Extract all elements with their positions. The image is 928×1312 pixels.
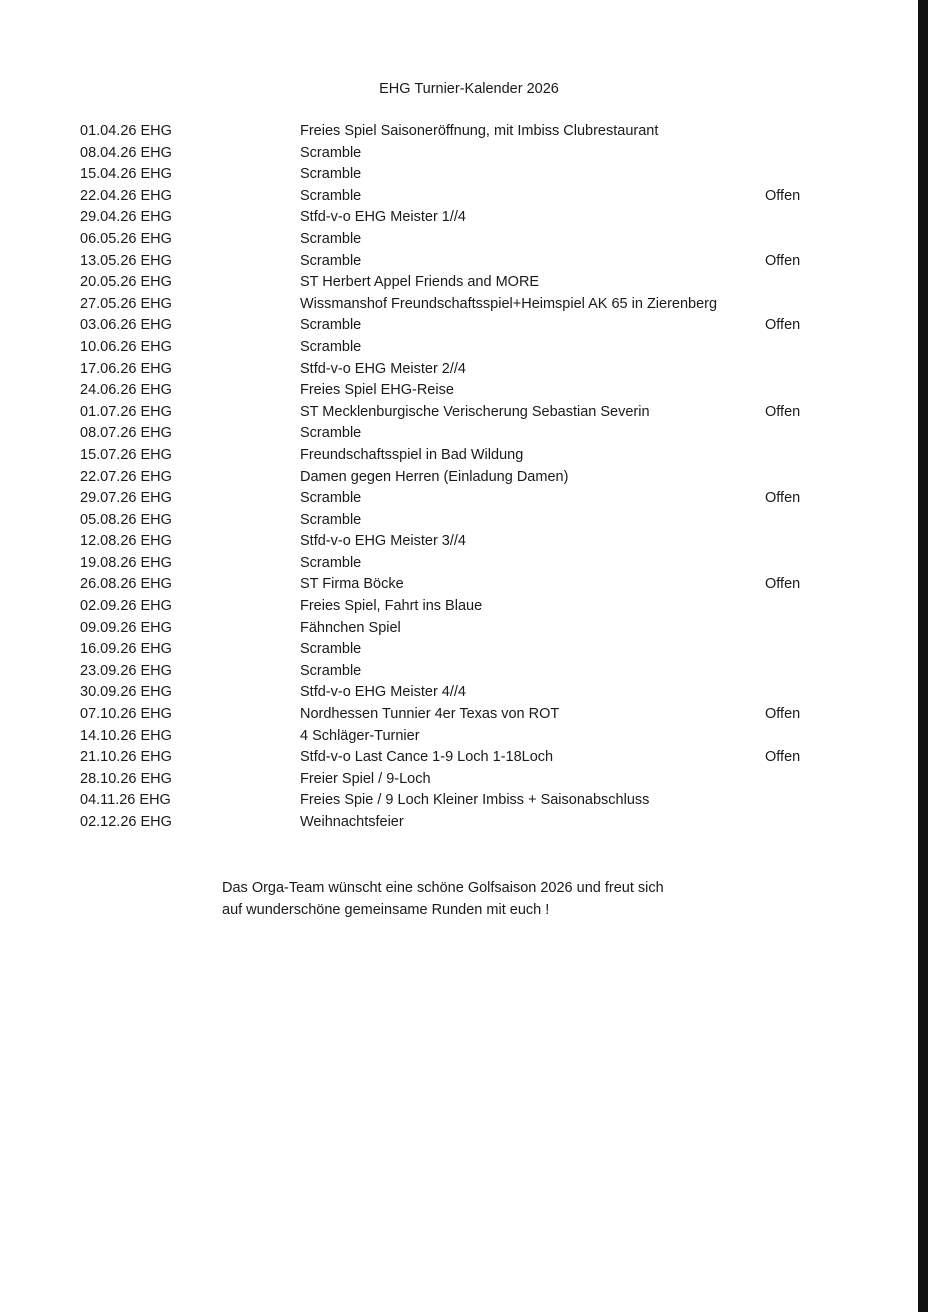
schedule-date: 20.05.26 EHG — [80, 274, 172, 291]
schedule-event: Wissmanshof Freundschaftsspiel+Heimspiel AK 65 in Zierenberg — [300, 295, 718, 312]
schedule-row — [80, 510, 840, 532]
schedule-event: ST Firma Böcke — [300, 576, 404, 593]
schedule-row — [80, 553, 840, 575]
schedule-date: 15.07.26 EHG — [80, 446, 172, 463]
schedule-date: 29.07.26 EHG — [80, 490, 172, 507]
schedule-event: Freies Spiel EHG-Reise — [300, 382, 454, 399]
schedule-date: 07.10.26 EHG — [80, 706, 172, 723]
schedule-event: Freies Spiel Saisoneröffnung, mit Imbiss Clubrestaurant — [300, 123, 659, 139]
schedule-event: Scramble — [300, 490, 362, 507]
schedule-date: 08.07.26 EHG — [80, 425, 172, 442]
schedule-row — [80, 488, 840, 510]
schedule-event: Freier Spiel / 9-Loch — [300, 770, 431, 787]
schedule-row — [80, 359, 840, 381]
schedule-event: Scramble — [300, 511, 362, 528]
schedule-date: 01.04.26 EHG — [80, 123, 172, 139]
schedule-date: 15.04.26 EHG — [80, 166, 172, 183]
schedule-status: Offen — [765, 749, 801, 766]
schedule-date: 29.04.26 EHG — [80, 209, 172, 226]
schedule-status: Offen — [765, 317, 801, 334]
schedule-status: Offen — [765, 187, 801, 204]
schedule-row — [80, 661, 840, 683]
schedule-date: 01.07.26 EHG — [80, 403, 172, 420]
schedule-row — [80, 143, 840, 165]
schedule-event: Scramble — [300, 425, 362, 442]
schedule-row — [80, 294, 840, 316]
closing-line-2: auf wunderschöne gemeinsame Runden mit euch ! — [222, 902, 550, 918]
schedule-event: Scramble — [300, 230, 362, 247]
schedule-row — [80, 229, 840, 251]
schedule-date: 22.04.26 EHG — [80, 187, 172, 204]
schedule-row — [80, 402, 840, 424]
schedule-event: 4 Schläger-Turnier — [300, 727, 420, 744]
tournament-schedule — [80, 121, 840, 834]
schedule-event: Stfd-v-o EHG Meister 1//4 — [300, 209, 466, 226]
schedule-date: 23.09.26 EHG — [80, 662, 172, 679]
schedule-date: 12.08.26 EHG — [80, 533, 172, 550]
schedule-row — [80, 812, 840, 834]
schedule-event: Damen gegen Herren (Einladung Damen) — [300, 468, 569, 485]
closing-message — [222, 877, 664, 921]
schedule-date: 24.06.26 EHG — [80, 382, 172, 399]
schedule-row — [80, 790, 840, 812]
schedule-row — [80, 596, 840, 618]
schedule-row — [80, 164, 840, 186]
schedule-status: Offen — [765, 706, 801, 723]
schedule-date: 03.06.26 EHG — [80, 317, 172, 334]
schedule-row — [80, 121, 840, 143]
schedule-event: Scramble — [300, 554, 362, 571]
schedule-date: 26.08.26 EHG — [80, 576, 172, 593]
closing-line-1: Das Orga-Team wünscht eine schöne Golfsaison 2026 und freut sich — [222, 880, 664, 896]
schedule-row — [80, 380, 840, 402]
schedule-event: Scramble — [300, 144, 362, 161]
schedule-event: ST Mecklenburgische Verischerung Sebastian Severin — [300, 403, 650, 420]
schedule-status: Offen — [765, 576, 801, 593]
schedule-date: 16.09.26 EHG — [80, 641, 172, 658]
schedule-event: Stfd-v-o EHG Meister 2//4 — [300, 360, 466, 377]
schedule-event: Fähnchen Spiel — [300, 619, 401, 636]
schedule-date: 02.12.26 EHG — [80, 814, 172, 830]
schedule-row — [80, 445, 840, 467]
schedule-date: 10.06.26 EHG — [80, 338, 172, 355]
schedule-event: Freies Spiel, Fahrt ins Blaue — [300, 598, 483, 615]
schedule-date: 08.04.26 EHG — [80, 144, 172, 161]
schedule-event: Stfd-v-o Last Cance 1-9 Loch 1-18Loch — [300, 749, 554, 766]
schedule-status: Offen — [765, 252, 801, 269]
schedule-status: Offen — [765, 490, 801, 507]
schedule-event: Nordhessen Tunnier 4er Texas von ROT — [300, 706, 560, 723]
schedule-event: Scramble — [300, 252, 362, 269]
schedule-event: Scramble — [300, 317, 362, 334]
schedule-event: Scramble — [300, 187, 362, 204]
document-title: EHG Turnier-Kalender 2026 — [379, 81, 559, 97]
page-edge-border — [918, 0, 928, 1312]
schedule-row — [80, 747, 840, 769]
schedule-date: 22.07.26 EHG — [80, 468, 172, 485]
schedule-row — [80, 726, 840, 748]
schedule-event: Weihnachtsfeier — [300, 814, 404, 830]
schedule-date: 05.08.26 EHG — [80, 511, 172, 528]
schedule-row — [80, 315, 840, 337]
schedule-status: Offen — [765, 403, 801, 420]
schedule-row — [80, 207, 840, 229]
schedule-date: 09.09.26 EHG — [80, 619, 172, 636]
schedule-date: 14.10.26 EHG — [80, 727, 172, 744]
schedule-event: Freies Spie / 9 Loch Kleiner Imbiss + Saisonabschluss — [300, 792, 650, 809]
schedule-event: Stfd-v-o EHG Meister 4//4 — [300, 684, 466, 701]
schedule-row — [80, 186, 840, 208]
schedule-row — [80, 467, 840, 489]
schedule-row — [80, 531, 840, 553]
schedule-row — [80, 639, 840, 661]
schedule-date: 04.11.26 EHG — [80, 792, 171, 809]
schedule-row — [80, 272, 840, 294]
schedule-date: 13.05.26 EHG — [80, 252, 172, 269]
schedule-event: ST Herbert Appel Friends and MORE — [300, 274, 540, 291]
schedule-event: Freundschaftsspiel in Bad Wildung — [300, 446, 524, 463]
schedule-date: 17.06.26 EHG — [80, 360, 172, 377]
schedule-row — [80, 682, 840, 704]
schedule-event: Scramble — [300, 338, 362, 355]
schedule-date: 21.10.26 EHG — [80, 749, 172, 766]
schedule-date: 27.05.26 EHG — [80, 295, 172, 312]
schedule-row — [80, 704, 840, 726]
schedule-date: 19.08.26 EHG — [80, 554, 172, 571]
schedule-row — [80, 337, 840, 359]
schedule-row — [80, 423, 840, 445]
schedule-event: Scramble — [300, 641, 362, 658]
schedule-row — [80, 769, 840, 791]
schedule-date: 02.09.26 EHG — [80, 598, 172, 615]
schedule-date: 06.05.26 EHG — [80, 230, 172, 247]
schedule-row — [80, 251, 840, 273]
schedule-row — [80, 618, 840, 640]
schedule-date: 28.10.26 EHG — [80, 770, 172, 787]
schedule-event: Scramble — [300, 662, 362, 679]
schedule-event: Stfd-v-o EHG Meister 3//4 — [300, 533, 466, 550]
schedule-row — [80, 574, 840, 596]
schedule-event: Scramble — [300, 166, 362, 183]
schedule-date: 30.09.26 EHG — [80, 684, 172, 701]
